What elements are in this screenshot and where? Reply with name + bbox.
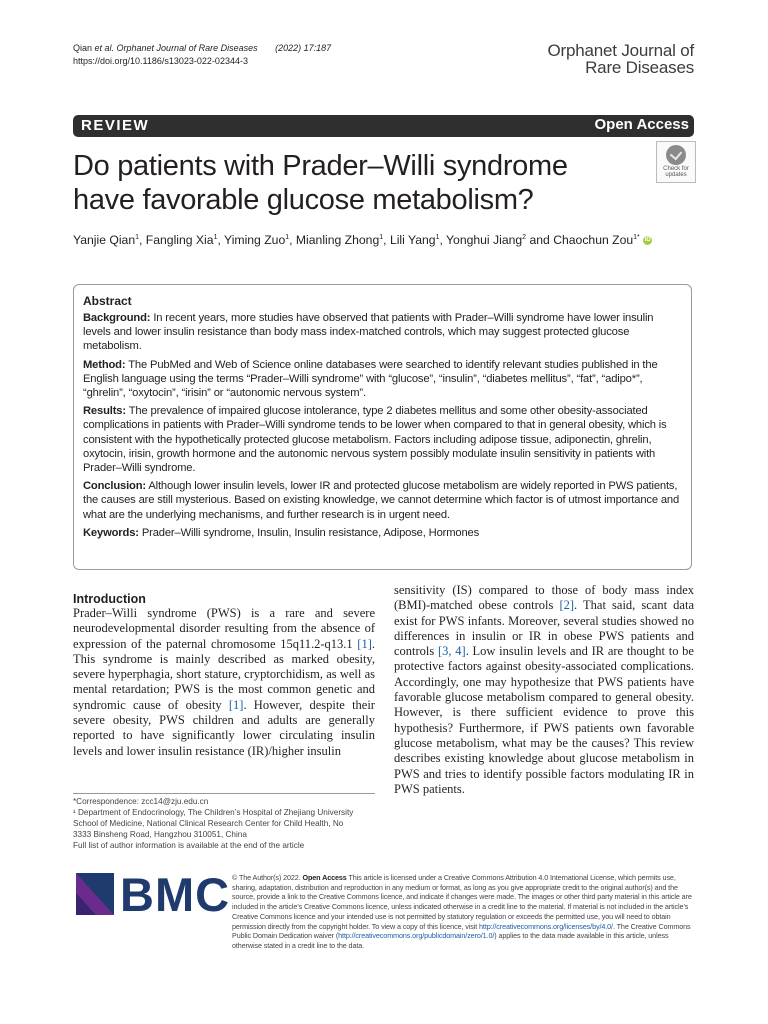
section-heading-introduction: Introduction: [73, 592, 146, 606]
abstract-section: Background: In recent years, more studies have observed that patients with Prader–Willi syndrome have lower insulin levels and lower insulin resistance than body mass index-matched controls, which may suggest protected glucose metabolism.: [83, 312, 654, 353]
license-text: © The Author(s) 2022. Open Access This article is licensed under a Creative Commons Attribution 4.0 International License, which permits use, sharing, adaptation, distribution and reproduction in any medium or format, as long as you give appropriate credit to the original author(s) and the source, provide a link to the Creative Commons licence, and indicate if changes were made. The images or other third party material in this article are included in the article’s Creative Commons licence, unless indicated otherwise in a credit line to the material. If material is not included in the article’s Creative Commons licence and your intended use is not permitted by statutory regulation or exceeds the permitted use, you will need to obtain permission directly from the copyright holder. To view a copy of this licence, visit http://creativecommons.org/licenses/by/4.0/. The Creative Commons Public Domain Dedication waiver (http://creativecommons.org/publicdomain/zero/1.0/) applies to the data made available in this article, unless otherwise stated in a credit line to the data.: [232, 873, 692, 950]
footnote: [73, 796, 383, 851]
check-for-updates-button[interactable]: [656, 141, 696, 183]
author-info-note: Full list of author information is available at the end of the article: [73, 841, 305, 850]
doi-link[interactable]: https://doi.org/10.1186/s13023-022-02344-3: [73, 56, 248, 66]
body-column-left: Prader–Willi syndrome (PWS) is a rare and severe neurodevelopmental disorder resulting from the absence of expression of the paternal chromosome 15q11.2-q13.1 [1]. This syndrome is mainly described as marked obesity, severe hyperphagia, short stature, cryptorchidism, as well as mental retardation; PWS is the most common genetic and syndromic cause of obesity [1]. However, despite their severe obesity, PWS children and adults are generally reported to have significantly lower circulating insulin levels and lower insulin resistance (IR)/higher insulin: [73, 606, 375, 758]
abstract-section: Method: The PubMed and Web of Science online databases were searched to identify relevant studies published in the English language using the terms “Prader–Willi syndrome” with “glucose”, “insulin”, “diabetes mellitus”, “fat”, “adipo*”, “ghrelin”, “oxytocin”, “irisin” or “autonomic nervous system”.: [83, 358, 658, 400]
abstract-heading: Abstract: [83, 294, 132, 308]
abstract-section: Conclusion: Although lower insulin levels, lower IR and protected glucose metabolism are widely reported in PWS patients, the causes are still mysterious. Based on existing knowledge, we cannot determine which factor is of utmost importance and what are the underlying mechanisms, and further research is in urgent need.: [83, 480, 680, 521]
author: Chaochun Zou$^{1*}$: [553, 233, 640, 248]
citation-authors: Qian: [73, 43, 95, 53]
citation-year: (2022) 17:187: [275, 43, 332, 53]
article-type-bar: [73, 115, 694, 137]
orcid-icon[interactable]: iD: [644, 237, 651, 244]
citation-link[interactable]: [3, 4]: [438, 644, 466, 659]
journal-name: [548, 42, 694, 76]
article-title: Do patients with Prader–Willi syndrome have favorable glucose metabolism?: [73, 150, 568, 216]
footnote-divider: [73, 793, 375, 794]
author: Yanjie Qian$^1$,: [73, 233, 146, 248]
citation-journal: et al. Orphanet Journal of Rare Diseases: [94, 43, 258, 53]
author-list: [73, 230, 693, 248]
correspondence: *Correspondence: zcc14@zju.edu.cn: [73, 797, 209, 806]
abstract-body: [83, 311, 683, 544]
citation-link[interactable]: [1]: [228, 697, 244, 712]
publisher-name: BMC: [120, 868, 231, 921]
check-updates-icon: [666, 145, 686, 165]
citation-link[interactable]: [1]: [357, 636, 372, 651]
open-access-label: Open Access: [594, 116, 689, 133]
journal-line-2: Rare Diseases: [585, 58, 694, 77]
license-link[interactable]: http://creativecommons.org/licenses/by/4.0/: [479, 921, 613, 931]
journal-line-1: Orphanet Journal of: [547, 41, 694, 60]
abstract-keywords: Keywords: Prader–Willi syndrome, Insulin, Insulin resistance, Adipose, Hormones: [83, 526, 480, 539]
affiliation: ¹ Department of Endocrinology, The Children’s Hospital of Zhejiang University School of Medicine, National Clinical Research Center for Child Health, No 3333 Binsheng Road, Hangzhou 310051, China: [73, 808, 354, 839]
check-updates-line-1: Check for: [663, 166, 689, 172]
author: Yiming Zuo$^1$,: [224, 233, 296, 248]
bmc-logo-icon: [76, 873, 114, 915]
public-domain-link[interactable]: http://creativecommons.org/publicdomain/zero/1.0/: [338, 931, 495, 941]
abstract-box: [73, 284, 692, 570]
article-type-label: REVIEW: [81, 117, 150, 134]
author: Lili Yang$^1$,: [389, 233, 447, 248]
author: Yonghui Jiang$^2$ and: [446, 233, 554, 248]
citation-line: [73, 42, 331, 55]
body-column-right: sensitivity (IS) compared to those of body mass index (BMI)-matched obese controls [2]. That said, scant data exist for PWS infants. Moreover, several studies showed no differences in insulin or IR in obese PWS patients and controls [3, 4]. Low insulin levels and IR are thought to be protective factors against obesity-associated complications. Accordingly, one may hypothesize that PWS patients have favorable glucose metabolism compared to general obesity. However, is there sufficient evidence to prove this hypothesis? Furthermore, if PWS patients own favorable glucose metabolism, what may be the causes? This review describes existing knowledge about glucose metabolism in PWS and tries to identify possible factors modulating IR in PWS patients.: [394, 583, 694, 796]
citation-link[interactable]: [2]: [559, 598, 575, 613]
open-access-label: Open Access: [302, 873, 347, 882]
check-updates-line-2: updates: [665, 172, 687, 178]
author: Fangling Xia$^1$,: [145, 233, 225, 248]
abstract-section: Results: The prevalence of impaired glucose intolerance, type 2 diabetes mellitus and some other obesity-associated complications in patients with Prader–Willi syndrome tends to be lower when compared to that in general obesity, which is consistent with the hypothetically protected glucose metabolism. Factors including adipose tissue, adiponectin, ghrelin, oxytocin, irisin, growth hormone and the autonomic nervous system possibly modulate insulin sensitivity in patients with Prader–Willi syndrome.: [83, 405, 667, 475]
author: Mianling Zhong$^1$,: [295, 233, 390, 248]
